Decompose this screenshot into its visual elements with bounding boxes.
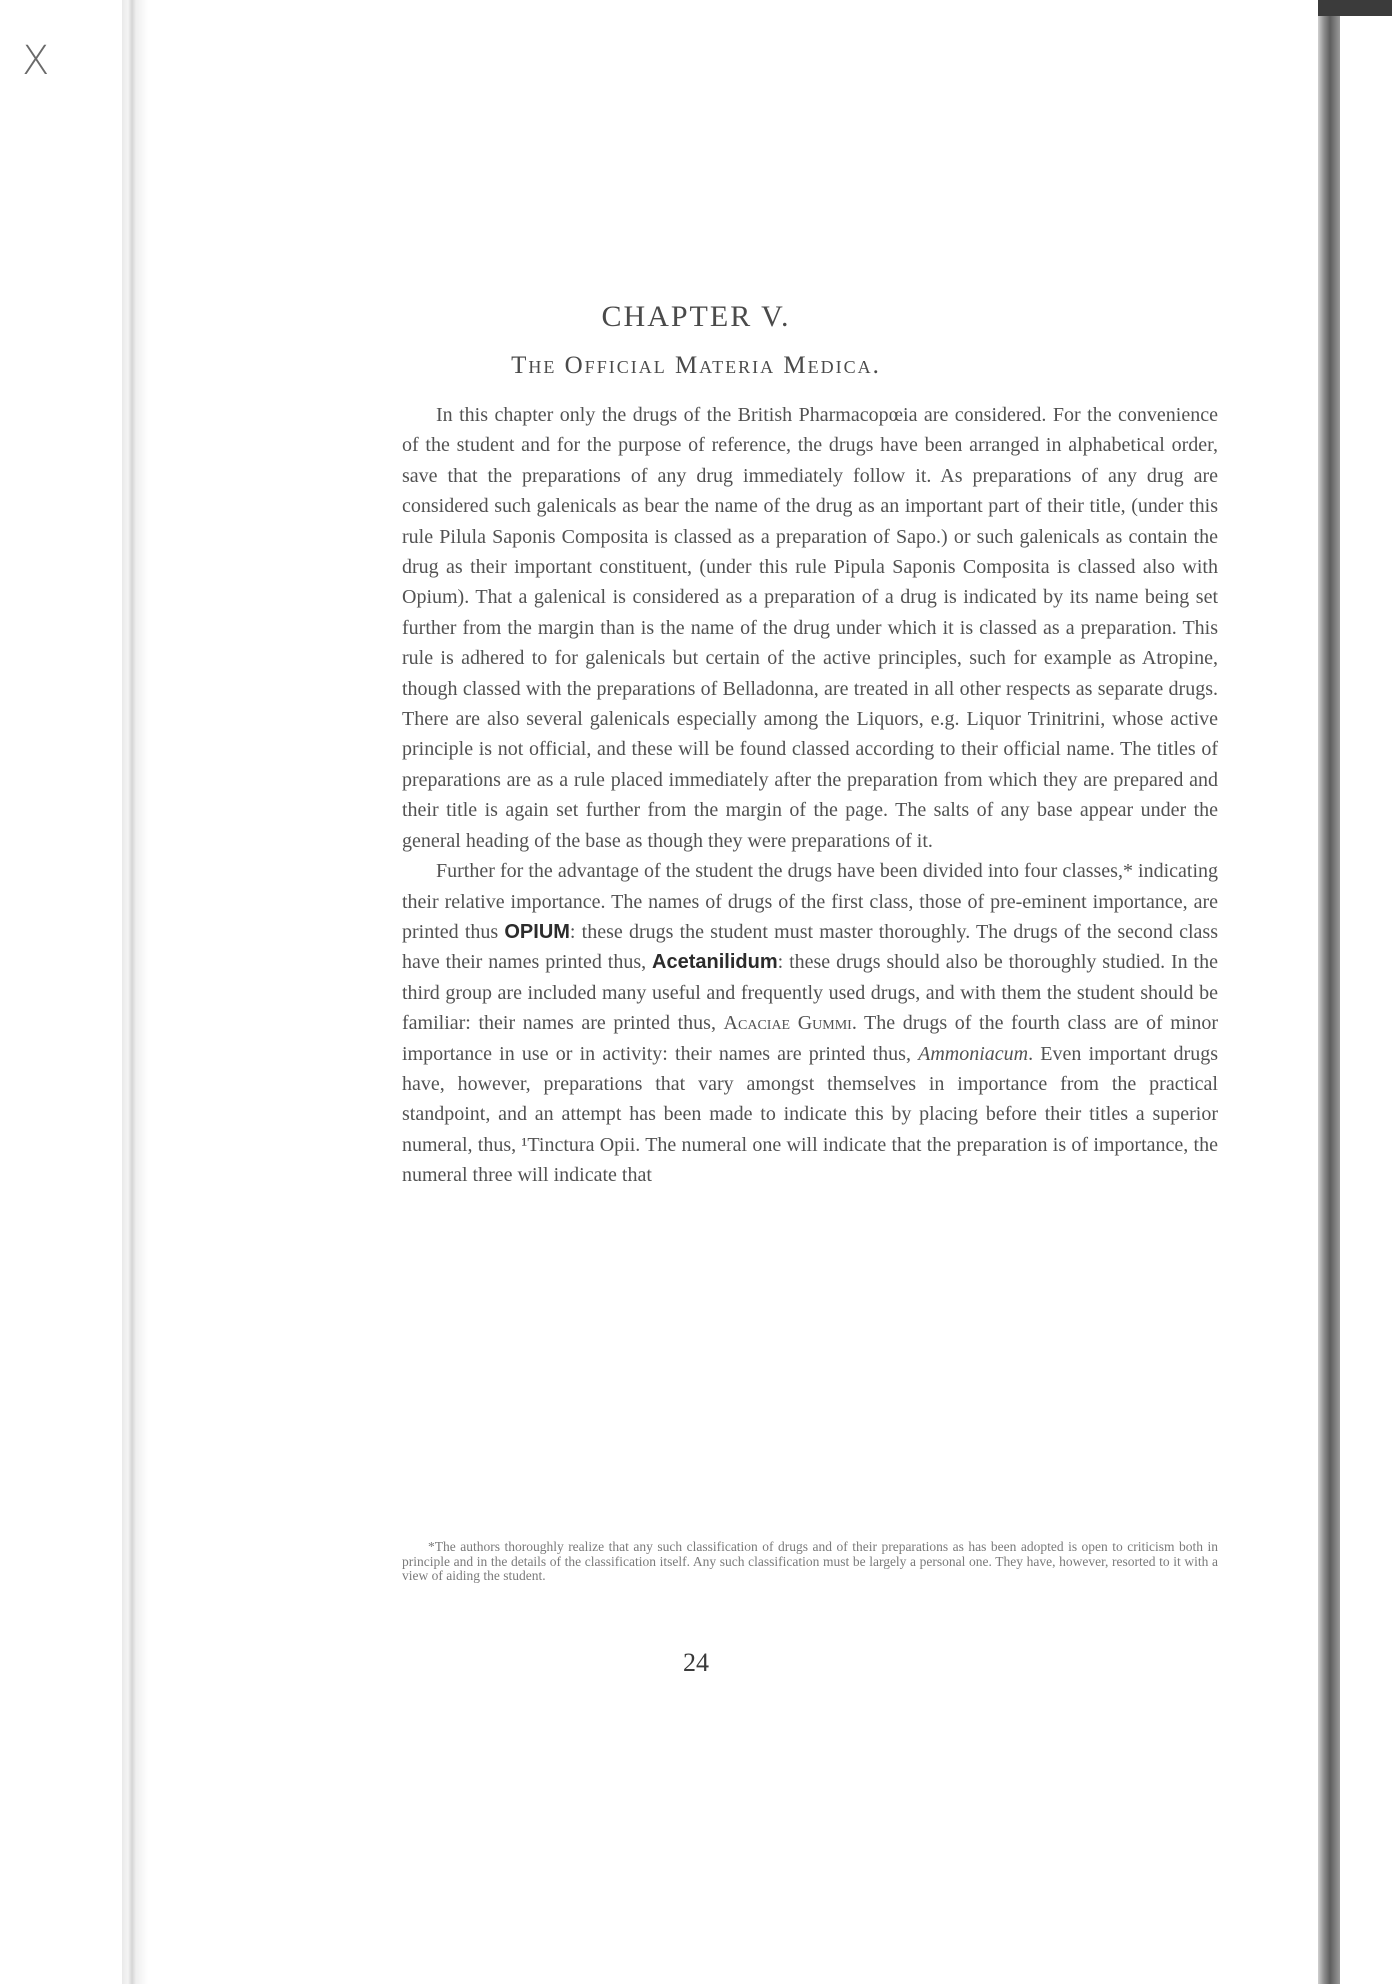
- paragraph-classes: [402, 856, 1218, 1190]
- paragraph-classes-part1: Further for the advantage of the student the drugs have been divided into four classes,* indicating their relative importance. The names of drugs of the first class, those of pre-eminent importance, are printed thus: [402, 860, 1218, 943]
- example-class2-name: Acetanilidum: [652, 951, 778, 974]
- paragraph-classes-part4: . The drugs of the fourth class are of minor importance in use or in activity: their names are printed thus,: [402, 1012, 1218, 1065]
- paragraph-introduction: In this chapter only the drugs of the British Pharmacopœia are considered. For the convenience of the student and for the purpose of reference, the drugs have been arranged in alphabetical order, save that the preparations of any drug immediately follow it. As preparations of any drug are considered such galenicals as bear the name of the drug as an important part of their title, (under this rule Pilula Saponis Composita is classed as a preparation of Sapo.) or such galenicals as contain the drug as their important constituent, (under this rule Pipula Saponis Composita is classed also with Opium). That a galenical is considered as a preparation of a drug is indicated by its name being set further from the margin than is the name of the drug under which it is classed as a preparation. This rule is adhered to for galenicals but certain of the active principles, such for example as Atropine, though classed with the preparations of Belladonna, are treated in all other respects as separate drugs. There are also several galenicals especially among the Liquors, e.g. Liquor Trinitrini, whose active principle is not official, and these will be found classed according to their official name. The titles of preparations are as a rule placed immediately after the preparation from which they are prepared and their title is again set further from the margin of the page. The salts of any base appear under the general heading of the base as though they were preparations of it.: [402, 404, 1218, 852]
- example-class1-name: OPIUM: [504, 920, 570, 943]
- margin-pencil-mark: X: [22, 38, 50, 84]
- book-gutter-edge: [122, 0, 148, 1984]
- section-heading: The Official Materia Medica.: [511, 352, 881, 379]
- paragraph-classes-part5: . Even important drugs have, however, preparations that vary amongst themselves in importance from the practical standpoint, and an attempt has been made to indicate this by placing before their titles a superior numeral, thus, ¹Tinctura Opii. The numeral one will indicate that the preparation is of importance, the numeral three will indicate that: [402, 1042, 1218, 1187]
- page-number: 24: [683, 1648, 709, 1677]
- scan-corner-strip: [1318, 0, 1392, 16]
- body-text: [402, 400, 1218, 1191]
- footnote: *The authors thoroughly realize that any such classification of drugs and of their preparations as has been adopted is open to criticism both in principle and in the details of the classification itself. Any such classification must be largely a personal one. They have, however, resorted to it with a view of aiding the student.: [402, 1539, 1218, 1583]
- paragraph-classes-part2: : these drugs the student must master thoroughly. The drugs of the second class have their names printed thus,: [402, 920, 1218, 974]
- chapter-heading: CHAPTER V.: [601, 300, 791, 333]
- paragraph-classes-part3: : these drugs should also be thoroughly studied. In the third group are included many useful and frequently used drugs, and with them the student should be familiar: their names are printed thus,: [402, 951, 1218, 1035]
- example-class3-name: Acaciae Gummi: [723, 1012, 852, 1035]
- example-class4-name: Ammoniacum: [918, 1042, 1029, 1065]
